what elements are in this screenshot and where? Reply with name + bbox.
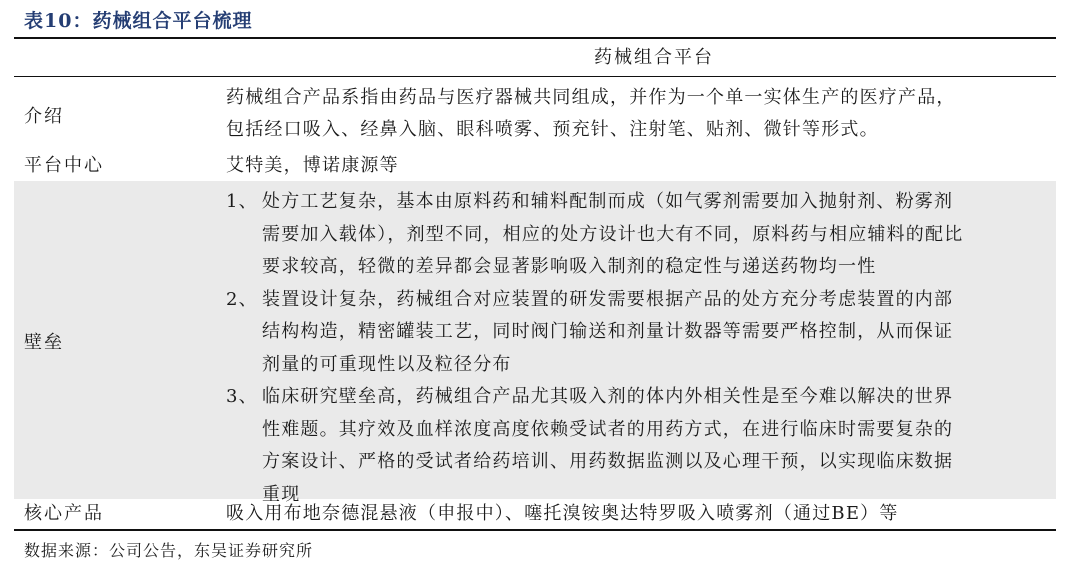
- barrier-item-number: 2、: [226, 288, 258, 310]
- barrier-item-number: 1、: [226, 191, 258, 212]
- barrier-line: 结构构造，精密罐装工艺，同时阀门输送和剂量计数器等需要严格控制，从而保证: [262, 321, 954, 342]
- row-value-barrier: [226, 186, 1056, 505]
- table-row-barrier: [14, 181, 1056, 505]
- row-value-intro: [226, 82, 1056, 151]
- row-value-core-products: 吸入用布地奈德混悬液（申报中）、噻托溴铵奥达特罗吸入喷雾剂（通过BE）等: [226, 503, 899, 524]
- barrier-item-3: [226, 381, 1046, 511]
- barrier-line: 要求较高，轻微的差异都会显著影响吸入制剂的稳定性与递送药物均一性: [262, 256, 877, 277]
- barrier-item-text: [262, 381, 1046, 511]
- barrier-line: 装置设计复杂，药械组合对应装置的研发需要根据产品的处方充分考虑装置的内部: [262, 288, 954, 310]
- barrier-line: 方案设计、严格的受试者给药培训、用药数据监测以及心理干预，以实现临床数据: [262, 451, 954, 472]
- barrier-item-text: [262, 186, 1046, 284]
- data-source-note: 数据来源：公司公告，东吴证券研究所: [24, 541, 314, 560]
- table-header-row: [14, 39, 1056, 77]
- intro-line: 药械组合产品系指由药品与医疗器械共同组成，并作为一个单一实体生产的医疗产品，: [226, 87, 956, 108]
- row-key-core-products: 核心产品: [24, 503, 104, 524]
- intro-line: 包括经口吸入、经鼻入脑、眼科喷雾、预充针、注射笔、贴剂、微针等形式。: [226, 119, 879, 140]
- table-row-core-products: [14, 499, 1056, 529]
- table-row-intro: [14, 77, 1056, 151]
- barrier-line: 处方工艺复杂，基本由原料药和辅料配制而成（如气雾剂需要加入抛射剂、粉雾剂: [262, 191, 954, 212]
- row-key-barrier: 壁垒: [24, 331, 64, 353]
- platform-table: [14, 37, 1056, 531]
- barrier-line: 临床研究壁垒高，药械组合产品尤其吸入剂的体内外相关性是至今难以解决的世界: [262, 386, 954, 407]
- table-header-label: 药械组合平台: [594, 47, 714, 68]
- barrier-item-2: [226, 284, 1046, 382]
- table-row-platform-center: [14, 151, 1056, 181]
- row-key-platform-center: 平台中心: [24, 155, 104, 176]
- barrier-item-1: [226, 186, 1046, 284]
- barrier-line: 剂量的可重现性以及粒径分布: [262, 353, 512, 375]
- row-value-platform-center: 艾特美，博诺康源等: [226, 155, 399, 176]
- barrier-item-text: [262, 284, 1046, 382]
- row-key-intro: 介绍: [24, 105, 64, 127]
- barrier-line: 重现: [262, 483, 301, 505]
- barrier-item-number: 3、: [226, 386, 258, 407]
- barrier-line: 性难题。其疗效及血样浓度高度依赖受试者的用药方式，在进行临床时需要复杂的: [262, 418, 954, 440]
- table-caption: 表10：药械组合平台梳理: [24, 10, 253, 32]
- barrier-line: 需要加入载体），剂型不同，相应的处方设计也大有不同，原料药与相应辅料的配比: [262, 223, 964, 245]
